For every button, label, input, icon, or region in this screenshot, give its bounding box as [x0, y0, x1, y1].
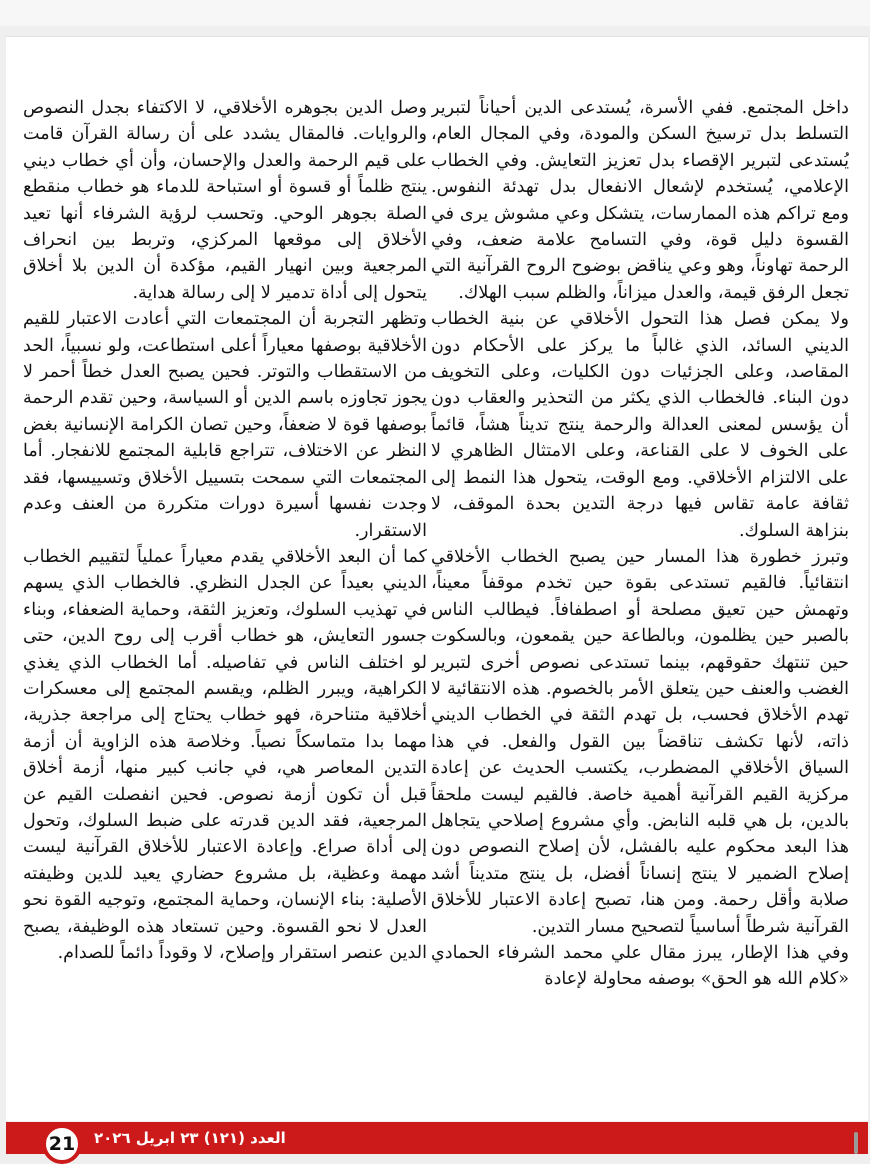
paragraph: وفي هذا الإطار، يبرز مقال علي محمد الشرفاء الحمادي «كلام الله هو الحق» بوصفه محاولة لإعادة	[431, 943, 849, 990]
top-strip	[0, 0, 870, 26]
article-column-left	[23, 95, 427, 1035]
issue-info: العدد (١٢١) ٢٣ ابريل ٢٠٢٦	[94, 1129, 286, 1147]
paragraph: ولا يمكن فصل هذا التحول الأخلاقي عن بنية الخطاب الديني السائد، الذي غالباً ما يركز على الأحكام دون المقاصد، وعلى الجزئيات دون الكليات، وعلى التخويف دون البناء. فالخطاب الذي يكثر من التحذير والعقاب دون أن يؤسس لمعنى العدالة والرحمة ينتج تديناً هشاً، قائماً على الخوف لا على القناعة، وعلى الامتثال الظاهري لا على الالتزام الأخلاقي. ومع الوقت، يتحول هذا النمط إلى ثقافة عامة تقاس فيها درجة التدين بحدة الموقف، لا بنزاهة السلوك.	[431, 309, 849, 541]
scrollbar-thumb[interactable]	[854, 1132, 858, 1154]
paragraph: كما أن البعد الأخلاقي يقدم معياراً عملياً لتقييم الخطاب الديني بعيداً عن الجدل النظري. فالخطاب الذي يسهم في تهذيب السلوك، وتعزيز الثقة، وحماية الضعفاء، وبناء جسور التعايش، هو خطاب أقرب إلى روح الدين، حتى لو اختلف الناس في تفاصيله. أما الخطاب الذي يغذي الكراهية، ويبرر الظلم، ويقسم المجتمع إلى معسكرات أخلاقية متناحرة، فهو خطاب يحتاج إلى مراجعة جذرية، مهما بدا متماسكاً نصياً. وخلاصة هذه الزاوية أن أزمة التدين المعاصر هي، في جانب كبير منها، أزمة أخلاق قبل أن تكون أزمة نصوص. فحين انفصلت القيم عن المرجعية، فقد الدين قدرته على ضبط السلوك، وتحول إلى أداة صراع. وإعادة الاعتبار للأخلاق القرآنية ليست مهمة وعظية، بل مشروع حضاري يعيد للدين وظيفته الأصلية: بناء الإنسان، وحماية المجتمع، وتوجيه القوة نحو العدل لا نحو القسوة. وحين تستعاد هذه الوظيفة، يصبح الدين عنصر استقرار وإصلاح، لا وقوداً دائماً للصدام.	[23, 546, 427, 963]
paragraph: وصل الدين بجوهره الأخلاقي، لا الاكتفاء بجدل النصوص والروايات. فالمقال يشدد على أن رسالة القرآن قامت على قيم الرحمة والعدل والإحسان، وأن أي خطاب ديني ينتج ظلماً أو قسوة أو استباحة للدماء هو خطاب منقطع الصلة بجوهر الوحي. وتحسب لرؤية الشرفاء أنها تعيد الأخلاق إلى موقعها المركزي، وتربط بين انحراف المرجعية وبين انهيار القيم، مؤكدة أن الدين بلا أخلاق يتحول إلى أداة تدمير لا إلى رسالة هداية.	[23, 98, 427, 303]
paragraph: داخل المجتمع. ففي الأسرة، يُستدعى الدين أحياناً لتبرير التسلط بدل ترسيخ السكن والمودة، وفي المجال العام، يُستدعى لتبرير الإقصاء بدل تعزيز التعايش. وفي الخطاب الإعلامي، يُستخدم لإشعال الانفعال بدل تهدئة النفوس. ومع تراكم هذه الممارسات، يتشكل وعي مشوش يرى في القسوة دليل قوة، وفي التسامح علامة ضعف، وفي الرحمة تهاوناً، وهو وعي يناقض بوضوح الروح القرآنية التي تجعل الرفق قيمة، والعدل ميزاناً، والظلم سبب الهلاك.	[431, 98, 849, 303]
paragraph: وتظهر التجربة أن المجتمعات التي أعادت الاعتبار للقيم الأخلاقية بوصفها معياراً أعلى استطاعت، ولو نسبياً، الحد من الاستقطاب والتوتر. فحين يصبح العدل خطاً أحمر لا يجوز تجاوزه باسم الدين أو السياسة، وحين تقدم الرحمة بوصفها قوة لا ضعفاً، وحين تصان الكرامة الإنسانية بغض النظر عن الاختلاف، تتراجع قابلية المجتمع للانفجار. أما المجتمعات التي سمحت بتسييل الأخلاق وتسييسها، فقد وجدت نفسها أسيرة دورات متكررة من العنف وعدم الاستقرار.	[23, 309, 427, 541]
page-number-badge: 21	[42, 1124, 82, 1164]
article-column-right	[431, 95, 849, 1035]
magazine-page	[6, 36, 868, 1155]
paragraph: وتبرز خطورة هذا المسار حين يصبح الخطاب الأخلاقي انتقائياً. فالقيم تستدعى بقوة حين تخدم موقفاً معيناً، وتهمش حين تعيق مصلحة أو اصطفافاً. فيطالب الناس بالصبر حين يظلمون، وبالطاعة حين يقمعون، وبالسكوت حين تنتهك حقوقهم، بينما تستدعى نصوص أخرى لتبرير الغضب والعنف حين يتعلق الأمر بالخصوم. هذه الانتقائية لا تهدم الأخلاق فحسب، بل تهدم الثقة في الخطاب الديني ذاته، لأنها تكشف تناقضاً بين القول والفعل. في هذا السياق الأخلاقي المضطرب، يكتسب الحديث عن إعادة مركزية القيم القرآنية أهمية خاصة. فالقيم ليست ملحقاً بالدين، بل هي قلبه النابض. وأي مشروع إصلاحي يتجاهل هذا البعد محكوم عليه بالفشل، لأن إصلاح النصوص دون إصلاح الضمير لا ينتج إنساناً أفضل، بل ينتج متديناً أشد صلابة وأقل رحمة. ومن هنا، تصبح إعادة الاعتبار للأخلاق القرآنية شرطاً أساسياً لتصحيح مسار التدين.	[431, 546, 849, 937]
footer-bar	[6, 1122, 868, 1154]
